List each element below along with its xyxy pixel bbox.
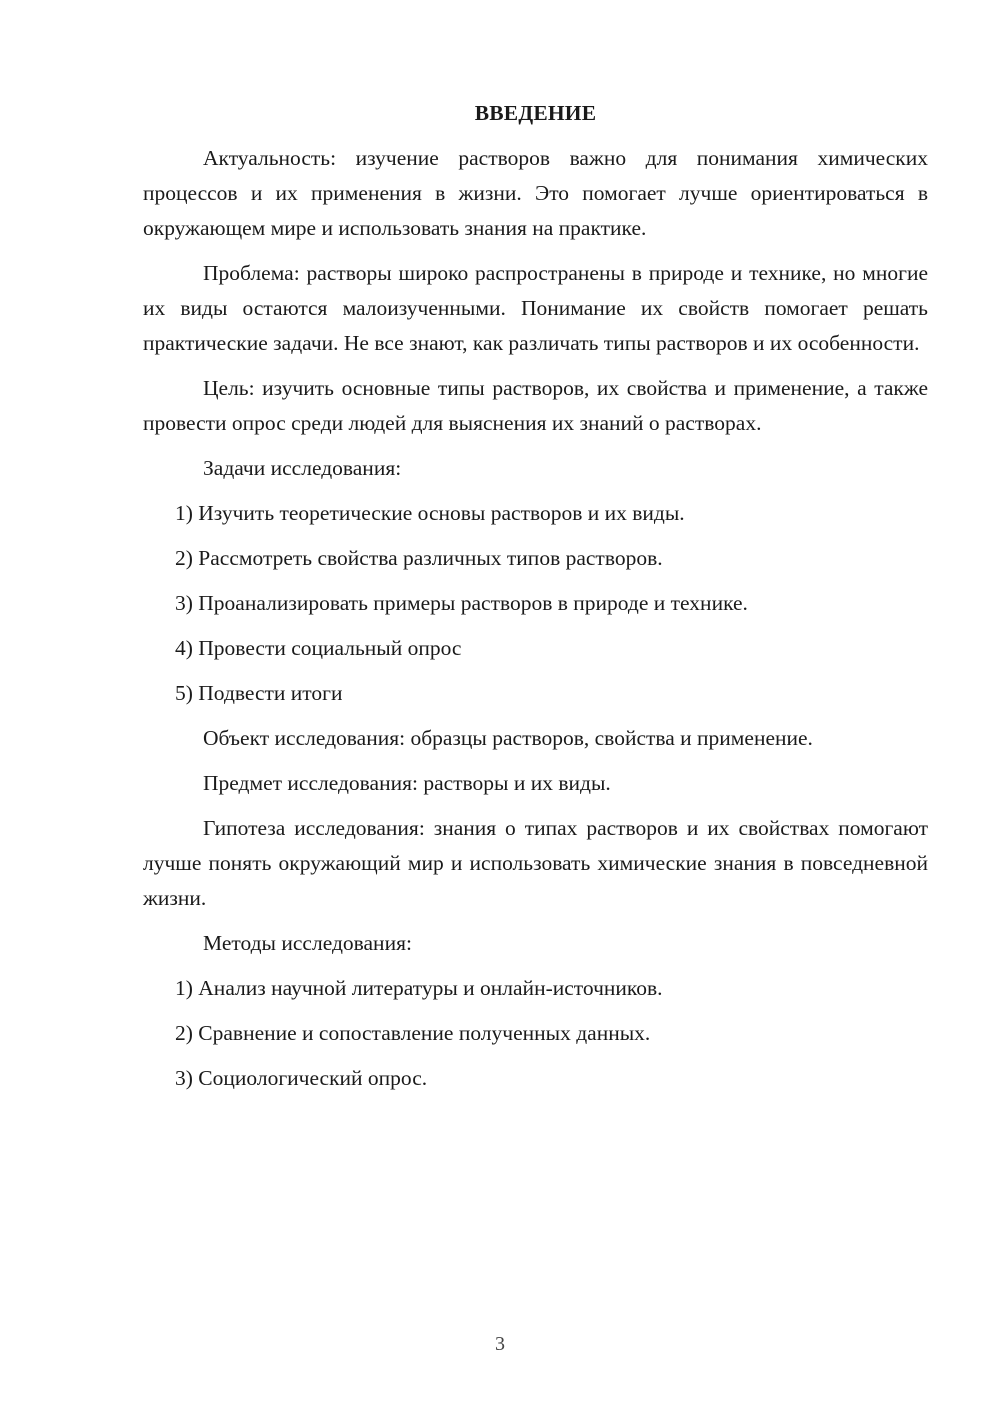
relevance-paragraph: Актуальность: изучение растворов важно для понимания химических процессов и их применения в жизни. Это помогает лучше ориентироваться в окружающем мире и использовать знания на практике. (143, 146, 928, 240)
task-item: 2) Рассмотреть свойства различных типов растворов. (175, 546, 663, 570)
subject-paragraph: Предмет исследования: растворы и их виды. (203, 771, 611, 795)
hypothesis-paragraph: Гипотеза исследования: знания о типах растворов и их свойствах помогают лучше понять окружающий мир и использовать химические знания в повседневной жизни. (143, 816, 928, 910)
task-item: 4) Провести социальный опрос (175, 636, 462, 660)
page-number: 3 (495, 1333, 505, 1355)
tasks-list (143, 496, 928, 711)
method-item: 3) Социологический опрос. (175, 1066, 428, 1090)
problem-paragraph: Проблема: растворы широко распространены в природе и технике, но многие их виды остаются малоизученными. Понимание их свойств помогает решать практические задачи. Не все знают, как различать типы растворов и их особенности. (143, 261, 928, 355)
object-paragraph: Объект исследования: образцы растворов, свойства и применение. (203, 726, 813, 750)
page-content (143, 96, 928, 1106)
task-item: 1) Изучить теоретические основы растворов и их виды. (175, 501, 685, 525)
method-item: 2) Сравнение и сопоставление полученных данных. (175, 1021, 651, 1045)
tasks-heading: Задачи исследования: (203, 456, 402, 480)
task-item: 3) Проанализировать примеры растворов в природе и технике. (175, 591, 748, 615)
methods-heading: Методы исследования: (203, 931, 412, 955)
task-item: 5) Подвести итоги (175, 681, 343, 705)
method-item: 1) Анализ научной литературы и онлайн-источников. (175, 976, 663, 1000)
page-title: ВВЕДЕНИЕ (474, 101, 597, 125)
goal-paragraph: Цель: изучить основные типы растворов, их свойства и применение, а также провести опрос среди людей для выяснения их знаний о растворах. (143, 376, 928, 435)
methods-list (143, 971, 928, 1096)
